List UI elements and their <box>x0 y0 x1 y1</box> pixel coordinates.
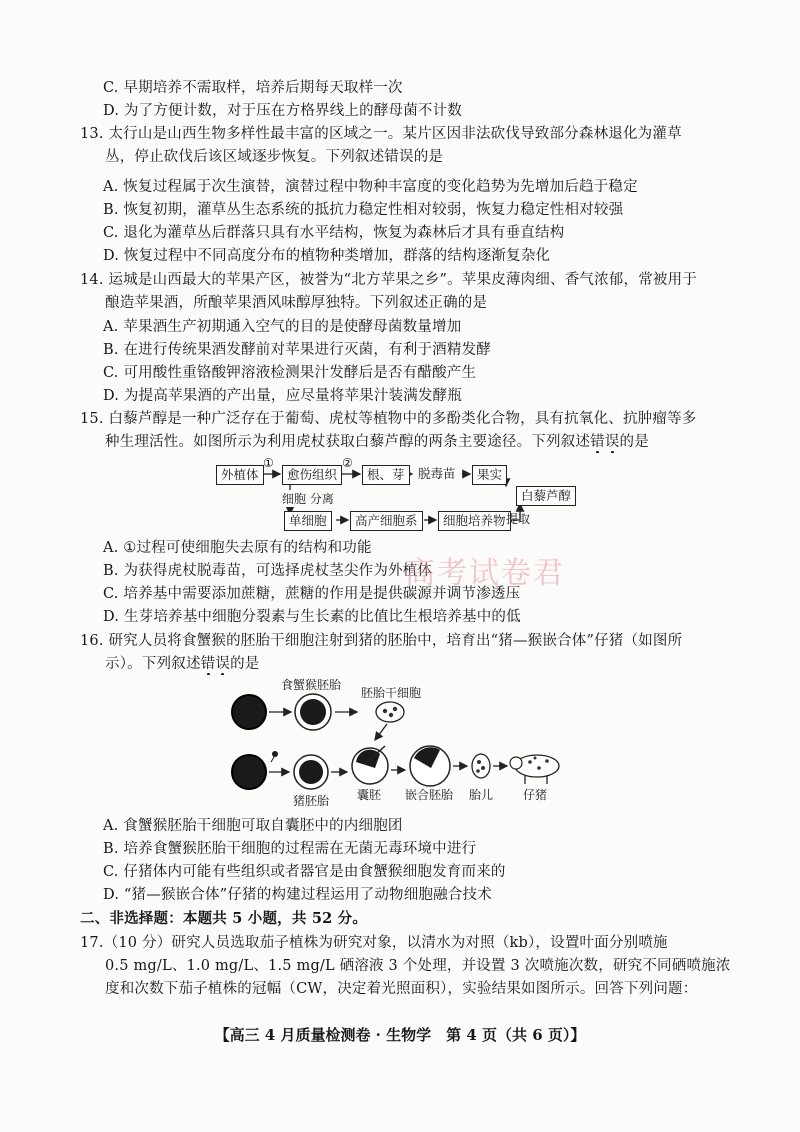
q15-option-b: B. 为获得虎杖脱毒苗，可选择虎杖茎尖作为外植体 <box>103 563 433 579</box>
q17-stem-line3: 度和次数下茄子植株的冠幅（CW，决定着光照面积），实验结果如图所示。回答下列问题： <box>105 981 698 997</box>
q16-option-a: A. 食蟹猴胚胎干细胞可取自囊胚中的内细胞团 <box>103 818 403 834</box>
q13-stem-line1: 13. 太行山是山西生物多样性最丰富的区域之一。某片区因非法砍伐导致部分森林退化为灌草 <box>80 126 682 142</box>
node-explant: 外植体 <box>216 465 264 485</box>
label-blastocyst: 囊胚 <box>357 788 382 802</box>
node-cell-culture: 细胞培养物 <box>438 511 511 531</box>
label-monkey-embryo: 食蟹猴胚胎 <box>281 678 342 692</box>
q17-stem-line1: 17.（10 分）研究人员选取茄子植株为研究对象，以清水为对照（kb），设置叶面分别喷施 <box>80 935 668 951</box>
q13-option-d: D. 恢复过程中不同高度分布的植物种类增加，群落的结构逐渐复杂化 <box>103 248 551 264</box>
q16-stem-line1: 16. 研究人员将食蟹猴的胚胎干细胞注射到猪的胚胎中，培育出“猪—猴嵌合体”仔猪（如图所 <box>80 633 683 649</box>
step1-label: ① <box>263 456 274 470</box>
node-high-yield-line: 高产细胞系 <box>350 511 423 531</box>
q16-stem-line2: 示）。下列叙述错误的是 <box>105 656 260 672</box>
q15-option-d: D. 生芽培养基中细胞分裂素与生长素的比值比生根培养基中的低 <box>103 609 521 625</box>
q14-stem-line1: 14. 运城是山西最大的苹果产区，被誉为“北方苹果之乡”。苹果皮薄肉细、香气浓郁，常被用于 <box>80 272 697 288</box>
node-callus: 愈伤组织 <box>282 465 342 485</box>
watermark: 高考试卷君 <box>405 556 565 591</box>
q12-option-c: C. 早期培养不需取样，培养后期每天取样一次 <box>103 80 403 96</box>
q14-option-d: D. 为提高苹果酒的产出量，应尽量将苹果汁装满发酵瓶 <box>103 388 463 404</box>
q13-stem-line2: 丛，停止砍伐后该区域逐步恢复。下列叙述错误的是 <box>105 149 444 165</box>
q15-option-a: A. ①过程可使细胞失去原有的结构和功能 <box>103 540 372 556</box>
q15-option-c: C. 培养基中需要添加蔗糖，蔗糖的作用是提供碳源并调节渗透压 <box>103 586 521 602</box>
extract-label: 提取 <box>506 512 531 526</box>
step2-label: ② <box>342 456 353 470</box>
node-single-cell: 单细胞 <box>284 511 332 531</box>
node-virus-free: 脱毒苗 <box>418 466 456 481</box>
q17-stem-line2: 0.5 mg/L、1.0 mg/L、1.5 mg/L 硒溶液 3 个处理，并设置 3 次喷施次数，研究不同硒喷施浓 <box>105 958 731 974</box>
page-footer: 【高三 4 月质量检测卷 · 生物学 第 4 页（共 6 页）】 <box>214 1026 586 1044</box>
node-resveratrol: 白藜芦醇 <box>516 486 576 506</box>
q16-diagram <box>225 678 565 808</box>
label-pig-embryo: 猪胚胎 <box>293 794 330 808</box>
q14-stem-line2: 酿造苹果酒，所酿苹果酒风味醇厚独特。下列叙述正确的是 <box>105 295 488 311</box>
q13-option-b: B. 恢复初期，灌草丛生态系统的抵抗力稳定性相对较弱，恢复力稳定性相对较强 <box>103 202 624 218</box>
q15-stem-line2: 种生理活性。如图所示为利用虎杖获取白藜芦醇的两条主要途径。下列叙述错误的是 <box>105 434 649 450</box>
label-chimera-embryo: 嵌合胚胎 <box>405 788 454 802</box>
q13-option-a: A. 恢复过程属于次生演替，演替过程中物种丰富度的变化趋势为先增加后趋于稳定 <box>103 179 638 195</box>
q14-option-c: C. 可用酸性重铬酸钾溶液检测果汁发酵后是否有醋酸产生 <box>103 365 477 381</box>
q15-flowchart <box>210 456 610 535</box>
label-piglet: 仔猪 <box>523 788 548 802</box>
q15-stem-line1: 15. 白藜芦醇是一种广泛存在于葡萄、虎杖等植物中的多酚类化合物，具有抗氧化、抗肿瘤等多 <box>80 411 697 427</box>
q16-option-d: D. “猪—猴嵌合体”仔猪的构建过程运用了动物细胞融合技术 <box>103 887 492 903</box>
label-fetus: 胎儿 <box>469 788 494 802</box>
q14-option-a: A. 苹果酒生产初期通入空气的目的是使酵母菌数量增加 <box>103 319 462 335</box>
q12-option-d: D. 为了方便计数，对于压在方格界线上的酵母菌不计数 <box>103 103 463 119</box>
node-root-bud: 根、芽 <box>362 465 410 485</box>
section-heading-nonchoice: 二、非选择题：本题共 5 小题，共 52 分。 <box>80 910 368 927</box>
separate-label: 细胞 分离 <box>282 492 334 506</box>
q13-option-c: C. 退化为灌草丛后群落只具有水平结构，恢复为森林后才具有垂直结构 <box>103 225 565 241</box>
node-fruit: 果实 <box>472 465 507 485</box>
label-stem-cell: 胚胎干细胞 <box>361 686 422 700</box>
q16-option-b: B. 培养食蟹猴胚胎干细胞的过程需在无菌无毒环境中进行 <box>103 841 477 857</box>
q14-option-b: B. 在进行传统果酒发酵前对苹果进行灭菌，有利于酒精发酵 <box>103 342 491 358</box>
q16-option-c: C. 仔猪体内可能有些组织或者器官是由食蟹猴细胞发育而来的 <box>103 864 506 880</box>
